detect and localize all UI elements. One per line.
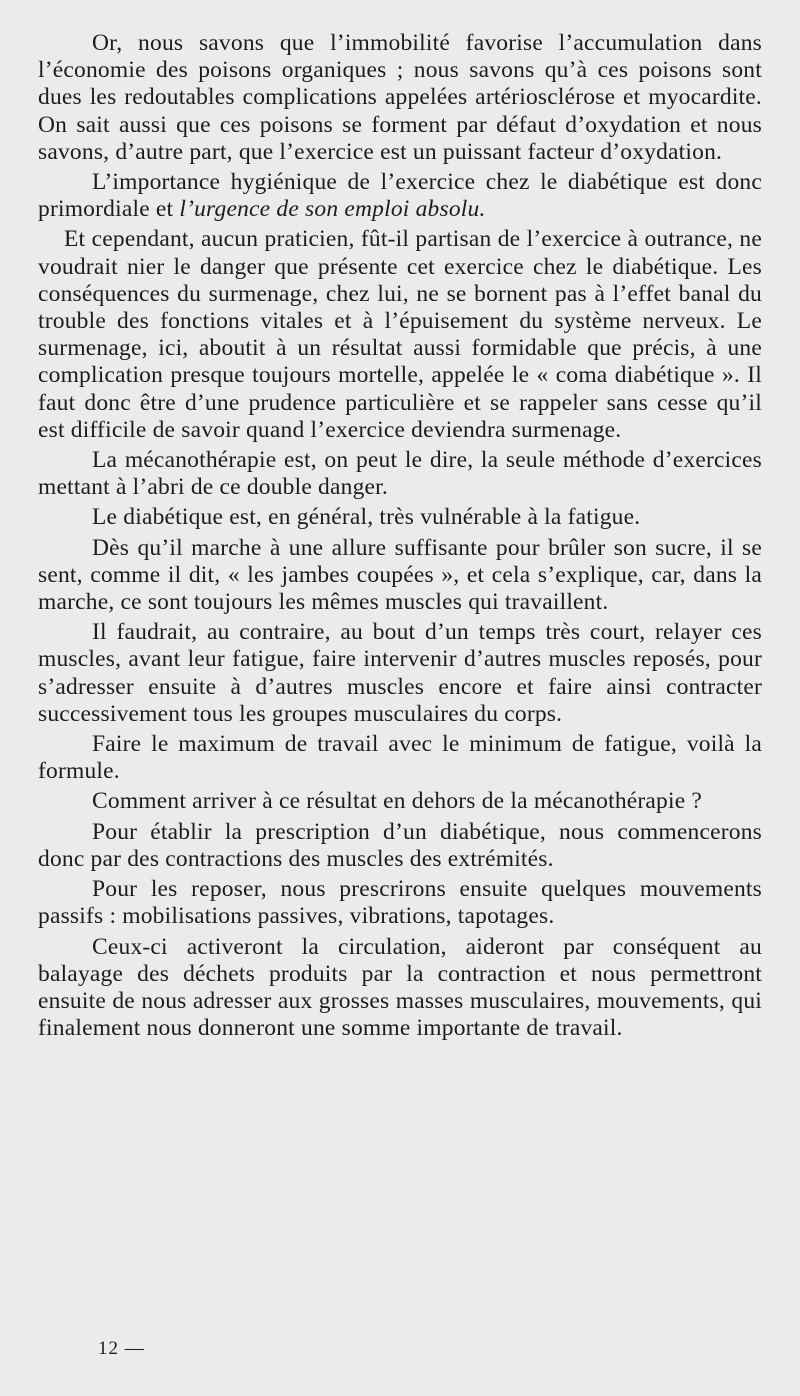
paragraph-importance-emphasis: l’urgence de son emploi absolu. bbox=[179, 196, 486, 223]
paragraph-importance-lead: L’importance hygiénique de l’exercice chez le diabétique est donc primordiale et bbox=[38, 169, 762, 223]
paragraph-question: Comment arriver à ce résultat en dehors de la mécanothérapie ? bbox=[92, 788, 703, 815]
paragraph-relayer-muscles: Il faudrait, au contraire, au bout d’un temps très court, relayer ces muscles, avant leur fatigue, faire intervenir d’autres muscles reposés, pour s’adresser ensuite à d’autres muscles encore et faire ainsi contracter successivement tous les groupes musculaires du corps. bbox=[38, 619, 762, 727]
paragraph-prescription: Pour établir la prescription d’un diabétique, nous commencerons donc par des contractions des muscles des extrémités. bbox=[38, 818, 762, 872]
paragraph-importance-hygienique bbox=[38, 169, 762, 223]
paragraph-mecanotherapie: La mécanothérapie est, on peut le dire, la seule méthode d’exercices mettant à l’abri de ce double danger. bbox=[38, 447, 762, 501]
paragraph-mouvements-passifs: Pour les reposer, nous prescrirons ensuite quelques mouvements passifs : mobilisations passives, vibrations, tapotages. bbox=[38, 876, 762, 930]
paragraph-marche: Dès qu’il marche à une allure suffisante pour brûler son sucre, il se sent, comme il dit, « les jambes coupées », et cela s’explique, car, dans la marche, ce sont toujours les mêmes muscles qui travaillent. bbox=[38, 534, 762, 616]
paragraph-fatigue: Le diabétique est, en général, très vulnérable à la fatigue. bbox=[92, 504, 641, 531]
paragraph-immobilite: Or, nous savons que l’immobilité favorise l’accumulation dans l’économie des poisons organiques ; nous savons qu’à ces poisons sont dues les redoutables complications appelées artériosclérose et myocardite. On sait aussi que ces poisons se forment par défaut d’oxydation et nous savons, d’autre part, que l’exercice est un puissant facteur d’oxydation. bbox=[38, 30, 762, 165]
page-number: 12 — bbox=[98, 1338, 145, 1359]
paragraph-formule: Faire le maximum de travail avec le minimum de fatigue, voilà la formule. bbox=[38, 731, 762, 785]
paragraph-surmenage: Et cependant, aucun praticien, fût-il partisan de l’exercice à outrance, ne voudrait nier le danger que présente cet exercice chez le diabétique. Les conséquences du surmenage, chez lui, ne se bornent pas à l’effet banal du trouble des fonctions vitales et à l’épuisement du système nerveux. Le surmenage, ici, aboutit à un résultat aussi formidable que précis, à une complication presque toujours mortelle, appelée le « coma diabétique ». Il faut donc être d’une prudence particulière et se rappeler sans cesse qu’il est difficile de savoir quand l’exercice deviendra surmenage. bbox=[38, 226, 762, 443]
paragraph-circulation: Ceux-ci activeront la circulation, aideront par conséquent au balayage des déchets produits par la contraction et nous permettront ensuite de nous adresser aux grosses masses musculaires, mouvements, qui finalement nous donneront une somme importante de travail. bbox=[38, 933, 762, 1042]
